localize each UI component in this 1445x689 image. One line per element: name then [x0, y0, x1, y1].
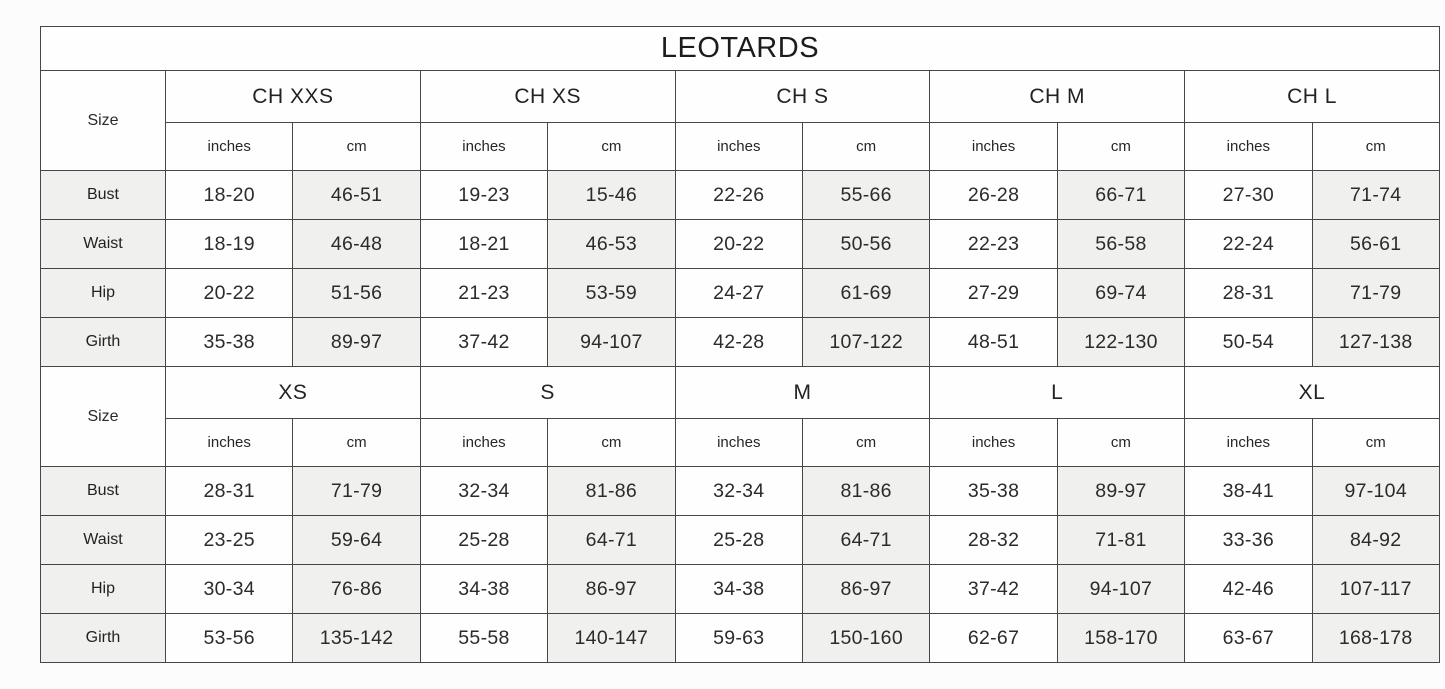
- inches-value-cell: 55-58: [420, 614, 547, 663]
- inches-value-cell: 22-24: [1185, 220, 1312, 269]
- inches-value-cell: 42-28: [675, 318, 802, 367]
- cm-value-cell: 135-142: [293, 614, 420, 663]
- cm-value-cell: 84-92: [1312, 516, 1439, 565]
- inches-unit-label: inches: [1185, 123, 1312, 171]
- size-group-header: L: [930, 367, 1185, 419]
- size-group-header-row: [41, 367, 1440, 419]
- inches-value-cell: 25-28: [675, 516, 802, 565]
- inches-unit-label: inches: [166, 123, 293, 171]
- inches-value-cell: 18-21: [420, 220, 547, 269]
- cm-value-cell: 71-79: [293, 467, 420, 516]
- cm-unit-label: cm: [1312, 419, 1439, 467]
- inches-value-cell: 22-23: [930, 220, 1057, 269]
- inches-value-cell: 42-46: [1185, 565, 1312, 614]
- inches-value-cell: 35-38: [930, 467, 1057, 516]
- inches-value-cell: 38-41: [1185, 467, 1312, 516]
- cm-unit-label: cm: [293, 123, 420, 171]
- inches-unit-label: inches: [420, 419, 547, 467]
- cm-value-cell: 76-86: [293, 565, 420, 614]
- units-header-row: [41, 419, 1440, 467]
- measurement-label: Bust: [41, 171, 166, 220]
- cm-value-cell: 107-117: [1312, 565, 1439, 614]
- inches-value-cell: 32-34: [420, 467, 547, 516]
- inches-value-cell: 37-42: [420, 318, 547, 367]
- inches-value-cell: 50-54: [1185, 318, 1312, 367]
- cm-value-cell: 140-147: [548, 614, 675, 663]
- size-group-header: CH XS: [420, 71, 675, 123]
- inches-unit-label: inches: [930, 123, 1057, 171]
- inches-value-cell: 28-32: [930, 516, 1057, 565]
- measurement-label: Waist: [41, 220, 166, 269]
- inches-value-cell: 19-23: [420, 171, 547, 220]
- size-group-header: S: [420, 367, 675, 419]
- inches-value-cell: 27-29: [930, 269, 1057, 318]
- cm-value-cell: 71-81: [1057, 516, 1184, 565]
- page-title: LEOTARDS: [41, 27, 1440, 71]
- inches-value-cell: 23-25: [166, 516, 293, 565]
- inches-value-cell: 20-22: [166, 269, 293, 318]
- cm-value-cell: 89-97: [1057, 467, 1184, 516]
- measurement-row: [41, 171, 1440, 220]
- cm-value-cell: 81-86: [802, 467, 929, 516]
- size-group-header: CH XXS: [166, 71, 421, 123]
- cm-value-cell: 107-122: [802, 318, 929, 367]
- measurement-row: [41, 220, 1440, 269]
- cm-value-cell: 50-56: [802, 220, 929, 269]
- inches-unit-label: inches: [675, 419, 802, 467]
- size-group-header: CH S: [675, 71, 930, 123]
- inches-unit-label: inches: [420, 123, 547, 171]
- size-group-header: XS: [166, 367, 421, 419]
- inches-value-cell: 18-20: [166, 171, 293, 220]
- cm-value-cell: 81-86: [548, 467, 675, 516]
- cm-value-cell: 56-58: [1057, 220, 1184, 269]
- cm-unit-label: cm: [802, 123, 929, 171]
- cm-value-cell: 168-178: [1312, 614, 1439, 663]
- measurement-row: [41, 318, 1440, 367]
- cm-value-cell: 127-138: [1312, 318, 1439, 367]
- cm-unit-label: cm: [293, 419, 420, 467]
- size-group-header: CH M: [930, 71, 1185, 123]
- inches-value-cell: 20-22: [675, 220, 802, 269]
- measurement-row: [41, 467, 1440, 516]
- cm-value-cell: 59-64: [293, 516, 420, 565]
- inches-value-cell: 62-67: [930, 614, 1057, 663]
- inches-value-cell: 34-38: [420, 565, 547, 614]
- inches-value-cell: 48-51: [930, 318, 1057, 367]
- inches-value-cell: 33-36: [1185, 516, 1312, 565]
- cm-value-cell: 158-170: [1057, 614, 1184, 663]
- cm-value-cell: 15-46: [548, 171, 675, 220]
- cm-unit-label: cm: [1312, 123, 1439, 171]
- cm-value-cell: 56-61: [1312, 220, 1439, 269]
- cm-unit-label: cm: [802, 419, 929, 467]
- size-corner-label: Size: [41, 367, 166, 467]
- cm-value-cell: 86-97: [548, 565, 675, 614]
- inches-unit-label: inches: [166, 419, 293, 467]
- cm-value-cell: 122-130: [1057, 318, 1184, 367]
- cm-value-cell: 97-104: [1312, 467, 1439, 516]
- size-group-header: XL: [1185, 367, 1440, 419]
- inches-unit-label: inches: [1185, 419, 1312, 467]
- inches-value-cell: 24-27: [675, 269, 802, 318]
- inches-value-cell: 63-67: [1185, 614, 1312, 663]
- cm-value-cell: 64-71: [548, 516, 675, 565]
- cm-value-cell: 69-74: [1057, 269, 1184, 318]
- cm-value-cell: 94-107: [1057, 565, 1184, 614]
- measurement-row: [41, 269, 1440, 318]
- cm-value-cell: 66-71: [1057, 171, 1184, 220]
- cm-value-cell: 150-160: [802, 614, 929, 663]
- cm-unit-label: cm: [548, 123, 675, 171]
- inches-value-cell: 35-38: [166, 318, 293, 367]
- cm-unit-label: cm: [548, 419, 675, 467]
- title-row: [41, 27, 1440, 71]
- size-group-header-row: [41, 71, 1440, 123]
- inches-value-cell: 18-19: [166, 220, 293, 269]
- inches-value-cell: 26-28: [930, 171, 1057, 220]
- cm-value-cell: 46-51: [293, 171, 420, 220]
- measurement-label: Hip: [41, 269, 166, 318]
- cm-value-cell: 61-69: [802, 269, 929, 318]
- cm-value-cell: 64-71: [802, 516, 929, 565]
- inches-value-cell: 34-38: [675, 565, 802, 614]
- measurement-row: [41, 565, 1440, 614]
- inches-value-cell: 53-56: [166, 614, 293, 663]
- inches-value-cell: 32-34: [675, 467, 802, 516]
- cm-value-cell: 46-48: [293, 220, 420, 269]
- inches-value-cell: 30-34: [166, 565, 293, 614]
- inches-value-cell: 28-31: [166, 467, 293, 516]
- inches-unit-label: inches: [675, 123, 802, 171]
- inches-value-cell: 22-26: [675, 171, 802, 220]
- size-group-header: CH L: [1185, 71, 1440, 123]
- cm-value-cell: 86-97: [802, 565, 929, 614]
- cm-unit-label: cm: [1057, 419, 1184, 467]
- cm-value-cell: 53-59: [548, 269, 675, 318]
- measurement-row: [41, 614, 1440, 663]
- cm-value-cell: 46-53: [548, 220, 675, 269]
- inches-value-cell: 28-31: [1185, 269, 1312, 318]
- inches-value-cell: 25-28: [420, 516, 547, 565]
- inches-value-cell: 37-42: [930, 565, 1057, 614]
- cm-value-cell: 89-97: [293, 318, 420, 367]
- inches-unit-label: inches: [930, 419, 1057, 467]
- cm-value-cell: 71-79: [1312, 269, 1439, 318]
- leotards-size-chart-table: [40, 26, 1440, 663]
- cm-value-cell: 94-107: [548, 318, 675, 367]
- inches-value-cell: 59-63: [675, 614, 802, 663]
- inches-value-cell: 21-23: [420, 269, 547, 318]
- measurement-label: Girth: [41, 318, 166, 367]
- inches-value-cell: 27-30: [1185, 171, 1312, 220]
- measurement-label: Hip: [41, 565, 166, 614]
- size-corner-label: Size: [41, 71, 166, 171]
- cm-unit-label: cm: [1057, 123, 1184, 171]
- size-group-header: M: [675, 367, 930, 419]
- measurement-label: Girth: [41, 614, 166, 663]
- cm-value-cell: 51-56: [293, 269, 420, 318]
- units-header-row: [41, 123, 1440, 171]
- cm-value-cell: 71-74: [1312, 171, 1439, 220]
- measurement-row: [41, 516, 1440, 565]
- measurement-label: Bust: [41, 467, 166, 516]
- cm-value-cell: 55-66: [802, 171, 929, 220]
- measurement-label: Waist: [41, 516, 166, 565]
